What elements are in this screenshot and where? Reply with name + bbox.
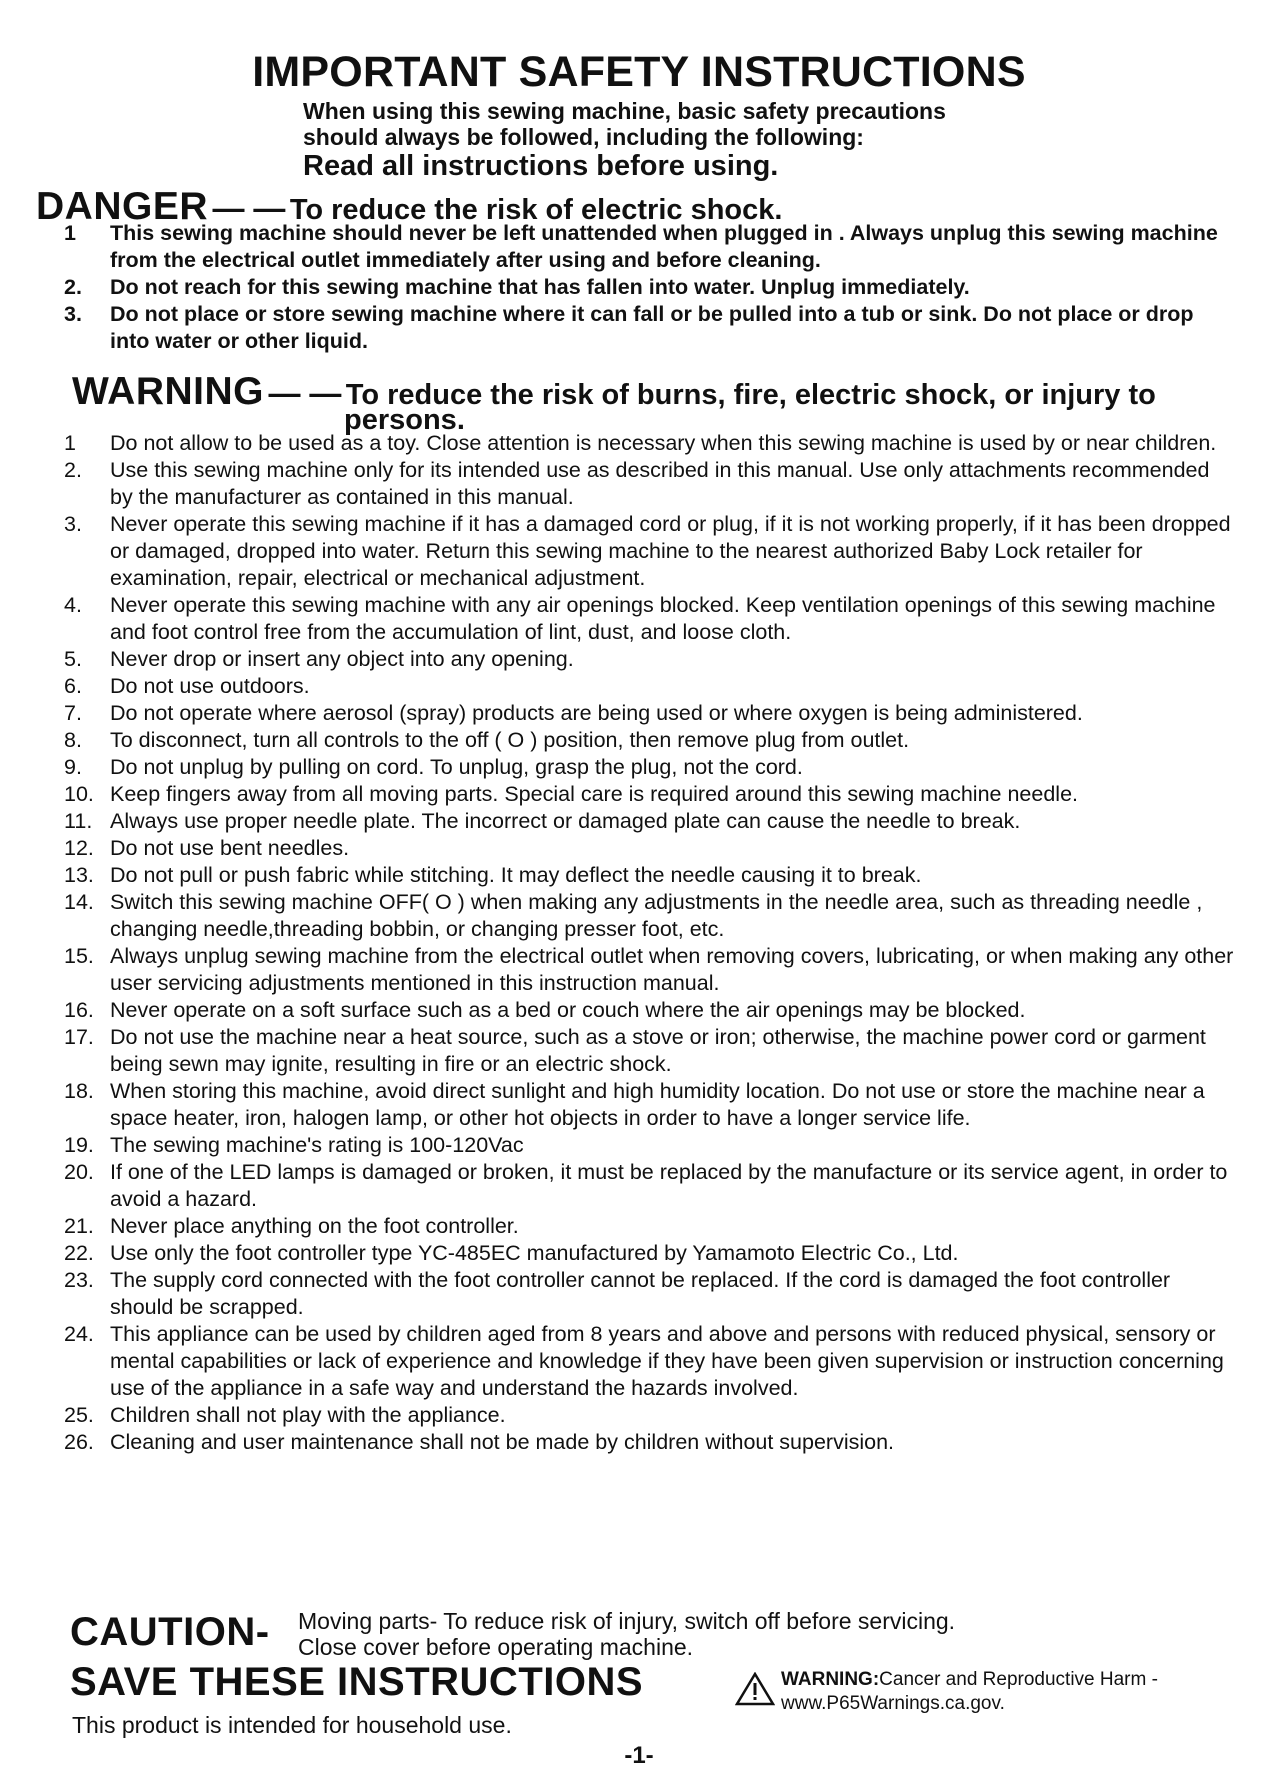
- item-text: Do not pull or push fabric while stitching. It may deflect the needle causing it to break.: [110, 863, 922, 887]
- list-item: [0, 1159, 1278, 1213]
- item-text: Use only the foot controller type YC-485EC manufactured by Yamamoto Electric Co., Ltd.: [110, 1241, 959, 1265]
- item-text: Never operate this sewing machine if it has a damaged cord or plug, if it is not working properly, if it has been dropped or damaged, dropped into water. Return this sewing machine to the nearest authorized Baby Lock retailer for examination, repair, electrical or mechanical adjustment.: [110, 512, 1231, 590]
- item-text: Always use proper needle plate. The incorrect or damaged plate can cause the needle to break.: [110, 809, 1021, 833]
- item-number: 6.: [64, 674, 82, 698]
- list-item: [0, 835, 1278, 862]
- item-number: 14.: [64, 890, 94, 914]
- prop65-label: WARNING:: [781, 1669, 880, 1690]
- item-text: Never operate this sewing machine with any air openings blocked. Keep ventilation openings of this sewing machine and foot control free from the accumulation of lint, dust, and loose cloth.: [110, 593, 1216, 644]
- item-number: 12.: [64, 836, 94, 860]
- danger-subheading: To reduce the risk of electric shock.: [289, 194, 783, 226]
- prop65-text: Cancer and Reproductive Harm -: [879, 1669, 1158, 1690]
- item-text: Do not use outdoors.: [110, 674, 310, 698]
- item-number: 22.: [64, 1241, 94, 1265]
- list-item: [0, 592, 1278, 646]
- item-text: Use this sewing machine only for its intended use as described in this manual. Use only attachments recommended by the manufacturer as contained in this manual.: [110, 458, 1210, 509]
- item-text: Do not use the machine near a heat source, such as a stove or iron; otherwise, the machine power cord or garment being sewn may ignite, resulting in fire or an electric shock.: [110, 1025, 1206, 1076]
- list-item: [0, 862, 1278, 889]
- intro-line-2: should always be followed, including the following:: [303, 124, 864, 150]
- danger-dashes: — —: [212, 190, 286, 226]
- item-text: The supply cord connected with the foot controller cannot be replaced. If the cord is damaged the foot controller should be scrapped.: [110, 1268, 1171, 1319]
- warning-heading: [72, 370, 1278, 414]
- list-item: [0, 1024, 1278, 1078]
- danger-word: DANGER: [36, 185, 209, 228]
- item-text: Do not unplug by pulling on cord. To unplug, grasp the plug, not the cord.: [110, 755, 803, 779]
- intro-line-1: When using this sewing machine, basic safety precautions: [303, 98, 946, 124]
- save-instructions-heading: SAVE THESE INSTRUCTIONS: [70, 1660, 644, 1704]
- list-item: [0, 1267, 1278, 1321]
- item-text: When storing this machine, avoid direct sunlight and high humidity location. Do not use or store the machine near a space heater, iron, halogen lamp, or other hot objects in order to have a longer service life.: [110, 1079, 1205, 1130]
- page-title: IMPORTANT SAFETY INSTRUCTIONS: [252, 48, 1026, 96]
- list-item: [0, 457, 1278, 511]
- item-text: Switch this sewing machine OFF( O ) when making any adjustments in the needle area, such as threading needle , changing needle,threading bobbin, or changing presser foot, etc.: [110, 890, 1203, 941]
- danger-list: [0, 220, 1278, 355]
- caution-text: [298, 1608, 1198, 1660]
- item-text: Cleaning and user maintenance shall not be made by children without supervision.: [110, 1430, 895, 1454]
- list-item: [0, 511, 1278, 592]
- warning-triangle-icon: [735, 1672, 775, 1706]
- list-item: [0, 754, 1278, 781]
- item-number: 26.: [64, 1430, 94, 1454]
- item-number: 20.: [64, 1160, 94, 1184]
- list-item: [0, 646, 1278, 673]
- list-item: [0, 1321, 1278, 1402]
- list-item: [0, 1213, 1278, 1240]
- item-text: Never operate on a soft surface such as a bed or couch where the air openings may be blocked.: [110, 998, 1026, 1022]
- item-number: 10.: [64, 782, 94, 806]
- warning-list: [0, 430, 1278, 1456]
- item-number: 2.: [64, 275, 82, 299]
- item-text: Keep fingers away from all moving parts. Special care is required around this sewing machine needle.: [110, 782, 1079, 806]
- list-item: [0, 1132, 1278, 1159]
- warning-dashes: — —: [268, 375, 342, 411]
- list-item: [0, 808, 1278, 835]
- list-item: [0, 430, 1278, 457]
- item-text: Do not reach for this sewing machine that has fallen into water. Unplug immediately.: [110, 275, 970, 299]
- item-number: 1: [64, 431, 76, 455]
- item-text: Do not allow to be used as a toy. Close attention is necessary when this sewing machine is used by or near children.: [110, 431, 1217, 455]
- list-item: [0, 1429, 1278, 1456]
- list-item: [0, 1078, 1278, 1132]
- item-text: The sewing machine's rating is 100-120Vac: [110, 1133, 524, 1157]
- item-text: Do not place or store sewing machine where it can fall or be pulled into a tub or sink. Do not place or drop into water or other liquid.: [110, 302, 1194, 353]
- page-number: -1-: [624, 1742, 654, 1769]
- list-item: [0, 727, 1278, 754]
- list-item: [0, 673, 1278, 700]
- item-number: 7.: [64, 701, 82, 725]
- item-number: 9.: [64, 755, 82, 779]
- caution-line-1: Moving parts- To reduce risk of injury, switch off before servicing.: [298, 1608, 956, 1634]
- item-number: 2.: [64, 458, 82, 482]
- read-instructions-heading: Read all instructions before using.: [303, 150, 779, 182]
- list-item: [0, 997, 1278, 1024]
- item-number: 3.: [64, 302, 82, 326]
- item-number: 17.: [64, 1025, 94, 1049]
- item-number: 15.: [64, 944, 94, 968]
- list-item: [0, 301, 1278, 355]
- item-text: This sewing machine should never be left unattended when plugged in . Always unplug this sewing machine from the electrical outlet immediately after using and before cleaning.: [110, 221, 1218, 272]
- item-text: Do not use bent needles.: [110, 836, 350, 860]
- caution-word: CAUTION-: [70, 1610, 270, 1654]
- item-number: 24.: [64, 1322, 94, 1346]
- warning-subheading: To reduce the risk of burns, fire, electric shock, or injury to: [345, 379, 1156, 411]
- item-number: 25.: [64, 1403, 94, 1427]
- item-number: 19.: [64, 1133, 94, 1157]
- item-number: 4.: [64, 593, 82, 617]
- list-item: [0, 700, 1278, 727]
- item-text: To disconnect, turn all controls to the off ( O ) position, then remove plug from outlet.: [110, 728, 910, 752]
- item-number: 21.: [64, 1214, 94, 1238]
- list-item: [0, 943, 1278, 997]
- prop65-url[interactable]: www.P65Warnings.ca.gov.: [781, 1693, 1005, 1714]
- item-number: 11.: [64, 809, 93, 833]
- item-number: 23.: [64, 1268, 94, 1292]
- list-item: [0, 889, 1278, 943]
- intro-text: [303, 98, 946, 150]
- list-item: [0, 781, 1278, 808]
- item-text: Do not operate where aerosol (spray) products are being used or where oxygen is being administered.: [110, 701, 1083, 725]
- warning-subheading-continued: persons.: [344, 404, 465, 436]
- item-number: 5.: [64, 647, 82, 671]
- item-text: If one of the LED lamps is damaged or broken, it must be replaced by the manufacture or its service agent, in order to avoid a hazard.: [110, 1160, 1228, 1211]
- item-number: 3.: [64, 512, 82, 536]
- list-item: [0, 1402, 1278, 1429]
- item-number: 16.: [64, 998, 94, 1022]
- warning-word: WARNING: [72, 370, 264, 413]
- list-item: [0, 274, 1278, 301]
- item-text: Never place anything on the foot controller.: [110, 1214, 519, 1238]
- item-text: Never drop or insert any object into any opening.: [110, 647, 574, 671]
- item-text: Always unplug sewing machine from the electrical outlet when removing covers, lubricating, or when making any other user servicing adjustments mentioned in this instruction manual.: [110, 944, 1234, 995]
- item-number: 18.: [64, 1079, 94, 1103]
- list-item: [0, 1240, 1278, 1267]
- item-number: 13.: [64, 863, 94, 887]
- item-text: This appliance can be used by children aged from 8 years and above and persons with reduced physical, sensory or mental capabilities or lack of experience and knowledge if they have been given supervision or instruction concerning use of the appliance in a safe way and understand the hazards involved.: [110, 1322, 1224, 1400]
- item-number: 8.: [64, 728, 82, 752]
- prop65-line-1: [781, 1668, 1158, 1692]
- caution-line-2: Close cover before operating machine.: [298, 1634, 694, 1660]
- household-use-note: This product is intended for household use.: [72, 1712, 512, 1738]
- item-text: Children shall not play with the appliance.: [110, 1403, 506, 1427]
- item-number: 1: [64, 221, 76, 245]
- list-item: [0, 220, 1278, 274]
